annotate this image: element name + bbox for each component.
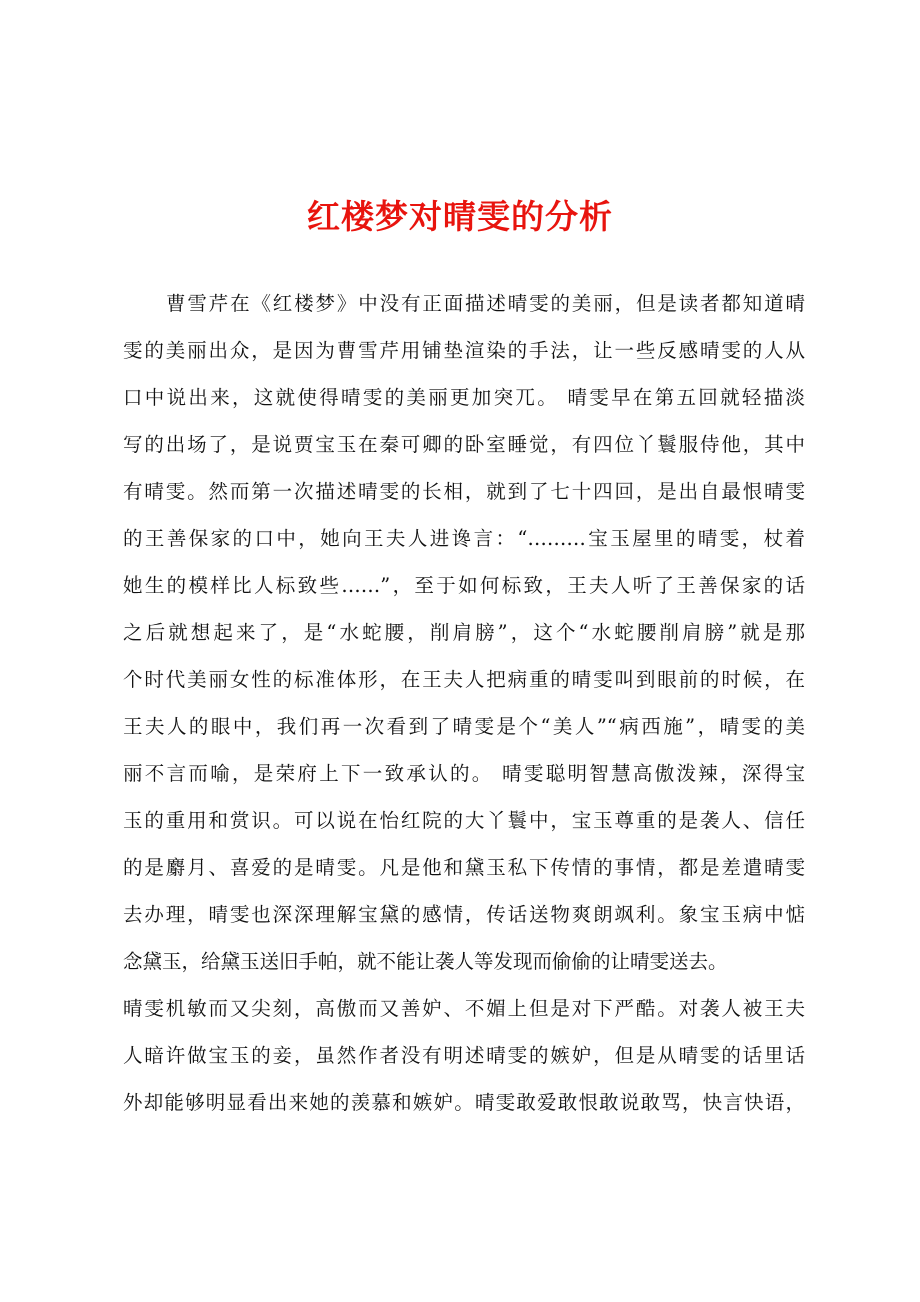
text-line: 有晴雯。然而第一次描述晴雯的长相，就到了七十四回，是出自最恨晴雯 — [123, 480, 805, 503]
text-line: 曹雪芹在《红楼梦》中没有正面描述晴雯的美丽，但是读者都知道晴 — [166, 292, 805, 315]
text-line: 个时代美丽女性的标准体形，在王夫人把病重的晴雯叫到眼前的时候，在 — [123, 668, 805, 691]
text-line: 人暗许做宝玉的妾，虽然作者没有明述晴雯的嫉妒，但是从晴雯的话里话 — [123, 1044, 805, 1067]
text-line: 外却能够明显看出来她的羡慕和嫉妒。晴雯敢爱敢恨敢说敢骂，快言快语， — [123, 1091, 805, 1114]
text-line: 雯的美丽出众，是因为曹雪芹用铺垫渲染的手法，让一些反感晴雯的人从 — [123, 339, 805, 362]
text-line: 王夫人的眼中，我们再一次看到了晴雯是个“美人”“病西施”，晴雯的美 — [123, 715, 805, 738]
text-line: 她生的模样比人标致些……”，至于如何标致，王夫人听了王善保家的话 — [123, 574, 805, 597]
text-line: 念黛玉，给黛玉送旧手帕，就不能让袭人等发现而偷偷的让晴雯送去。 — [123, 950, 728, 973]
text-line: 去办理，晴雯也深深理解宝黛的感情，传话送物爽朗飒利。象宝玉病中惦 — [123, 903, 805, 926]
text-line: 玉的重用和赏识。可以说在怡红院的大丫鬟中，宝玉尊重的是袭人、信任 — [123, 809, 805, 832]
document-title: 红楼梦对晴雯的分析 — [307, 197, 613, 236]
text-line: 之后就想起来了，是“水蛇腰，削肩膀”，这个“水蛇腰削肩膀”就是那 — [123, 621, 805, 644]
text-line: 丽不言而喻，是荣府上下一致承认的。 晴雯聪明智慧高傲泼辣，深得宝 — [123, 762, 805, 785]
text-line: 写的出场了，是说贾宝玉在秦可卿的卧室睡觉，有四位丫鬟服侍他，其中 — [123, 433, 805, 456]
text-line: 的王善保家的口中，她向王夫人进谗言：“………宝玉屋里的晴雯，杖着 — [123, 527, 805, 550]
text-line: 的是麝月、喜爱的是晴雯。凡是他和黛玉私下传情的事情，都是差遣晴雯 — [123, 856, 805, 879]
text-line: 口中说出来，这就使得晴雯的美丽更加突兀。 晴雯早在第五回就轻描淡 — [123, 386, 805, 409]
text-line: 晴雯机敏而又尖刻，高傲而又善妒、不媚上但是对下严酷。对袭人被王夫 — [123, 997, 805, 1020]
